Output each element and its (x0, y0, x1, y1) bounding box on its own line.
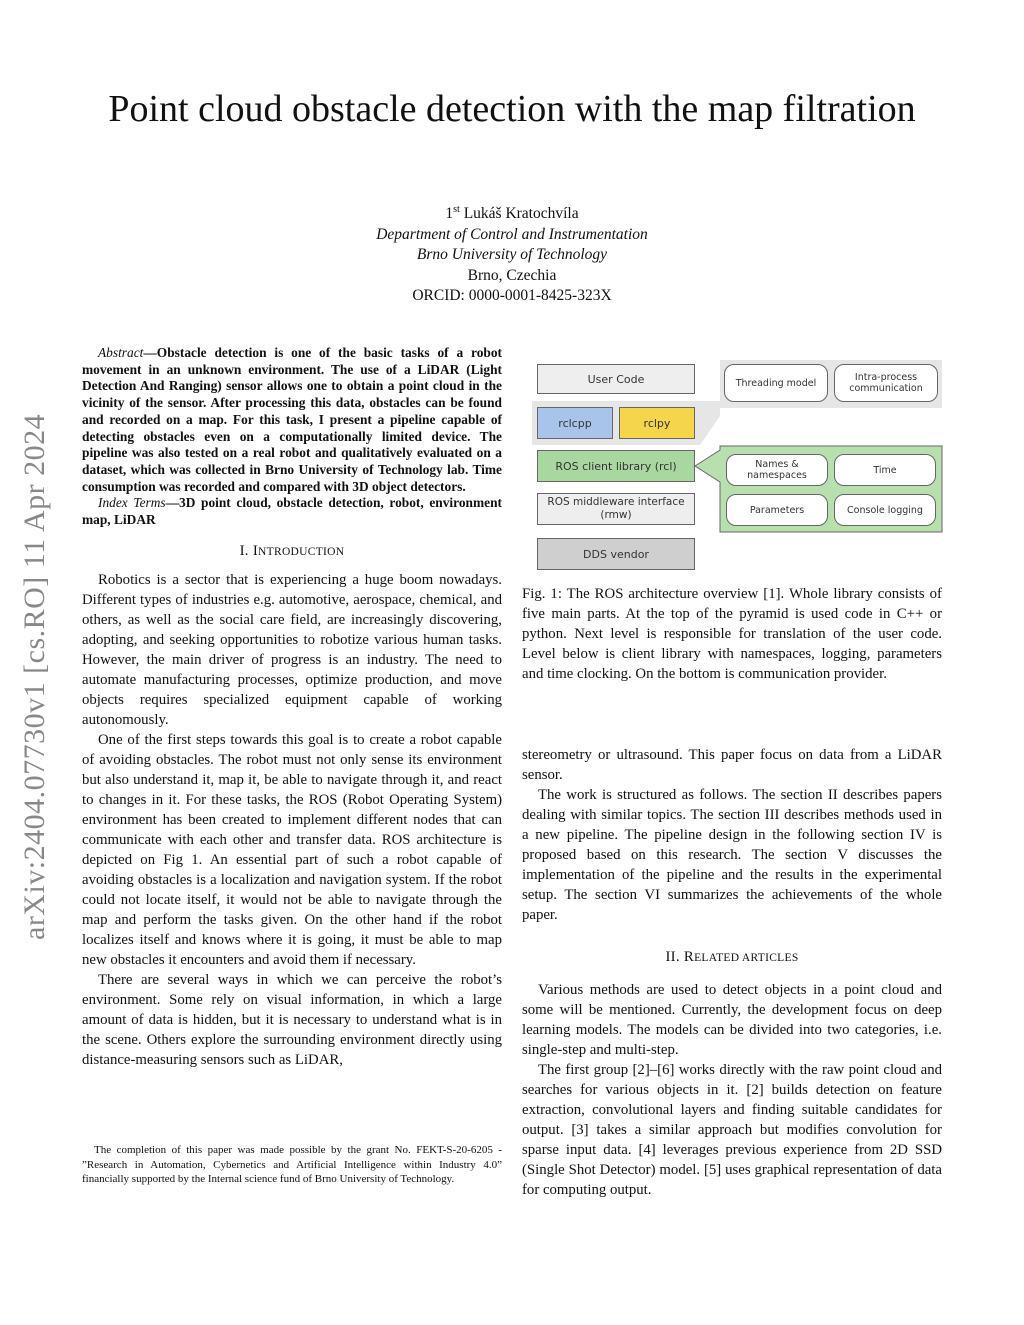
section-heading-related-articles (522, 947, 942, 968)
related-paragraph: The first group [2]–[6] works directly with the raw point cloud and searches for various objects in it. [2] builds detection on feature extraction, convolutional layers and finding suitable candidates for output. [3] takes a similar approach but modifies convolution for sparse input data. [4] leverages previous experience from 2D SSD (Single Shot Detector) model. [5] uses graphical representation of data for computing output. (522, 1062, 942, 1198)
left-column (82, 345, 502, 1070)
names-namespaces-box: Names & namespaces (726, 454, 828, 486)
dds-vendor-box: DDS vendor (537, 538, 695, 570)
continuation-paragraph: stereometry or ultrasound. This paper focus on data from a LiDAR sensor. (522, 747, 942, 783)
section-first-letter: I (252, 542, 259, 559)
related-paragraph: Various methods are used to detect objects in a point cloud and some will be mentioned. Currently, the development focus on deep learning models. The models can be divided into two categories, i.e. single-step and multi-step. (522, 982, 942, 1058)
index-terms-label: Index Terms (98, 495, 166, 511)
arxiv-stamp: arXiv:2404.07730v1 [cs.RO] 11 Apr 2024 (18, 413, 51, 940)
author-name: Lukáš Kratochvíla (463, 205, 579, 223)
ros-architecture-figure (532, 356, 944, 578)
console-logging-box: Console logging (834, 494, 936, 526)
figure-caption (522, 584, 942, 684)
section-rest: ELATED (694, 952, 742, 964)
abstract-text: —Obstacle detection is one of the basic tasks of a robot movement in an unknown environment. The use of a LiDAR (Light Detection And Ranging) sensor allows one to obtain a point cloud in the vicinity of the sensor. After processing this data, obstacles can be found and recorded on a map. For this task, I present a pipeline capable of detecting obstacles even on a computationally limited device. The pipeline was also tested on a real robot and qualitatively evaluated on a dataset, which was collected in Brno University of Technology lab. Time consumption was recorded and compared with 3D object detectors. (82, 345, 502, 494)
rclcpp-box: rclcpp (537, 407, 613, 439)
client-library-box: ROS client library (rcl) (537, 450, 695, 482)
intra-process-box: Intra-process communication (834, 364, 938, 402)
time-box: Time (834, 454, 936, 486)
structure-paragraph: The work is structured as follows. The section II describes papers dealing with similar topics. The section III describes methods used in a new pipeline. The pipeline design in the following section IV is proposed based on this research. The section V discusses the implementation of the pipeline and the results in the experimental setup. The section VI summarizes the achievements of the whole paper. (522, 787, 942, 923)
author-block (80, 200, 944, 307)
author-university: Brno University of Technology (416, 246, 608, 264)
section-rest: ARTICLES (741, 952, 799, 964)
threading-model-box: Threading model (724, 364, 828, 402)
footnote-text: The completion of this paper was made possible by the grant No. FEKT-S-20-6205 - ”Research in Automation, Cybernetics and Artificial Intelligence within Industry 4.0” financially supported by the Internal science fund of Brno University of Technology. (82, 1144, 502, 1185)
section-numeral: I. (239, 542, 249, 559)
middleware-box: ROS middleware interface (rmw) (537, 493, 695, 525)
section-rest: NTRODUCTION (258, 545, 345, 558)
abstract-label: Abstract (98, 345, 144, 360)
section-first-letter: R (683, 949, 695, 965)
section-heading-introduction (82, 541, 502, 562)
intro-paragraph: Robotics is a sector that is experiencing a huge boom nowadays. Different types of industries e.g. automotive, aerospace, chemical, and others, as well as the social care field, are increasingly discovering, adopting, and seeking opportunities to robotize various human tasks. However, the main driver of progress is an industry. The need to automate manufacturing processes, optimize production, and move objects requires specialized equipment capable of working autonomously. (82, 571, 502, 728)
intro-paragraph: One of the first steps towards this goal is to create a robot capable of avoiding obstacles. The robot must not only sense its environment but also understand it, map it, be able to navigate through it, and react to changes in it. For these tasks, the ROS (Robot Operating System) environment has been created to implement different nodes that can communicate with each other and transfer data. ROS architecture is depicted on Fig 1. An essential part of such a robot capable of avoiding obstacles is a localization and navigation system. If the robot could not locate itself, it would not be able to navigate through the map and perform the tasks given. On the other hand if the robot localizes itself and knows where it is going, it must be able to map new obstacles it encounters and avoid them if necessary. (82, 731, 502, 968)
author-department: Department of Control and Instrumentation (376, 225, 648, 243)
author-ordinal: 1 (445, 205, 454, 223)
section-numeral: II. (665, 949, 680, 965)
parameters-box: Parameters (726, 494, 828, 526)
user-code-box: User Code (537, 364, 695, 394)
footnote (82, 1143, 502, 1187)
author-location: Brno, Czechia (467, 266, 557, 284)
abstract (82, 345, 502, 529)
intro-paragraph: There are several ways in which we can perceive the robot’s environment. Some rely on visual information, in which a large amount of data is hidden, but it is necessary to understand what is in the scene. Others explore the surrounding environment directly using distance-measuring sensors such as LiDAR, (82, 971, 502, 1068)
author-ordinal-suffix: st (453, 204, 460, 215)
paper-title: Point cloud obstacle detection with the map filtration (108, 88, 916, 130)
author-name-line (80, 200, 944, 225)
right-column-body (522, 745, 942, 1200)
author-orcid: ORCID: 0000-0001-8425-323X (412, 287, 612, 305)
figure-caption-text: Fig. 1: The ROS architecture overview [1]. Whole library consists of five main parts. At the top of the pyramid is used code in C++ or python. Next level is responsible for translation of the user code. Level below is client library with namespaces, logging, parameters and time clocking. On the bottom is communication provider. (522, 586, 942, 682)
rclpy-box: rclpy (619, 407, 695, 439)
index-terms: —3D point cloud, obstacle detection, robot, environment map, LiDAR (82, 495, 502, 528)
